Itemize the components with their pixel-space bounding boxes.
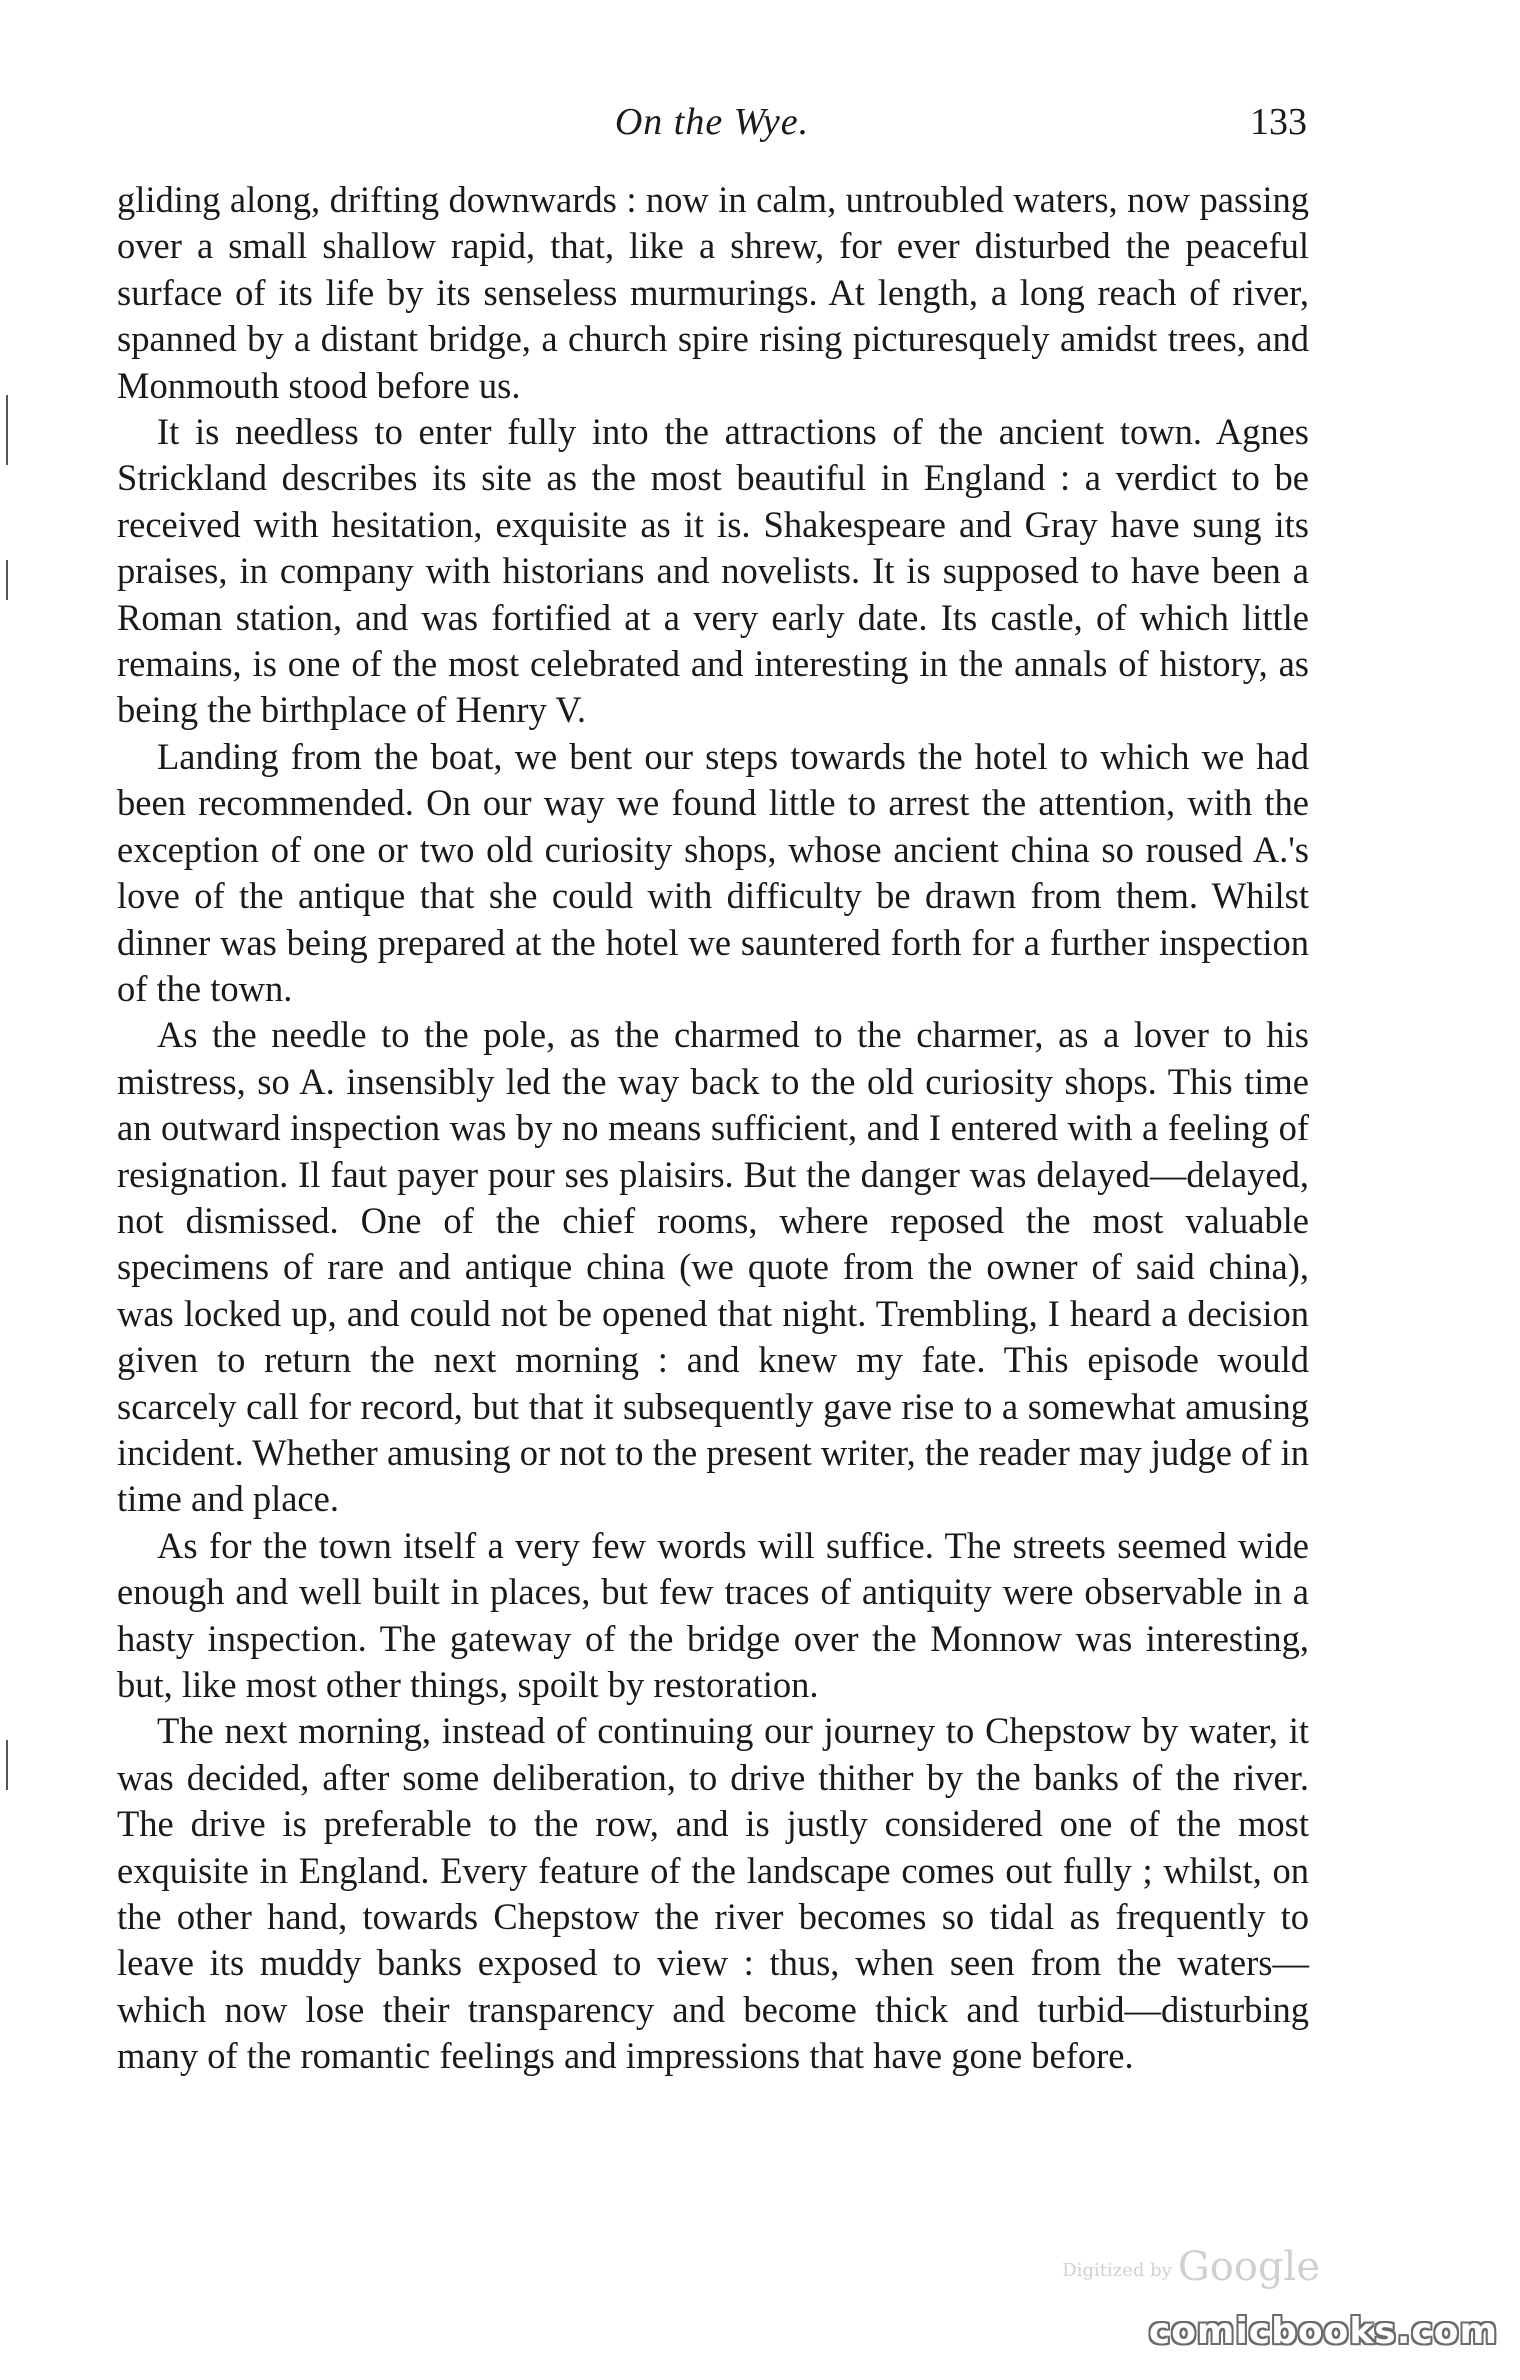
page-number: 133 [1250,101,1307,143]
digitized-brand: Google [1177,2244,1320,2290]
paragraph: The next morning, instead of continuing our journey to Chepstow by water, it was decided, after some deliberation, to drive thither by the banks of the river. The drive is preferable to the row, and is justly considered one of the most exquisite in England. Every feature of the landscape comes out fully ; whilst, on the other hand, towards Chepstow the river becomes so tidal as frequently to leave its muddy banks exposed to view : thus, when seen from the waters—which now lose their transparency and become thick and turbid—disturbing many of the romantic feelings and impressions that have gone before. [117,1710,1309,2077]
paragraph: gliding along, drifting downwards : now in calm, untroubled waters, now passing over a small shallow rapid, that, like a shrew, for ever disturbed the peaceful surface of its life by its senseless murmurings. At length, a long reach of river, spanned by a distant bridge, a church spire rising picturesquely amidst trees, and Monmouth stood before us. [117,179,1309,406]
running-head: On the Wye. [614,101,810,143]
margin-mark [6,395,8,465]
page-header [117,100,1307,160]
paragraph: Landing from the boat, we bent our steps towards the hotel to which we had been recommended. On our way we found little to arrest the attention, with the exception of one or two old curiosity shops, whose ancient china so roused A.'s love of the antique that she could with difficulty be drawn from them. Whilst dinner was being prepared at the hotel we sauntered forth for a further inspection of the town. [117,735,1309,1009]
body-text [117,177,1309,2080]
margin-mark [6,1740,8,1790]
paragraph: As for the town itself a very few words will suffice. The streets seemed wide enough and well built in places, but few traces of antiquity were observable in a hasty inspection. The gateway of the bridge over the Monnow was interesting, but, like most other things, spoilt by restoration. [117,1524,1309,1705]
digitized-prefix: Digitized by [1062,2259,1172,2281]
paragraph: It is needless to enter fully into the attractions of the ancient town. Agnes Strickland describes its site as the most beautiful in England : a verdict to be received with hesitation, exquisite as it is. Shakespeare and Gray have sung its praises, in company with historians and novelists. It is supposed to have been a Roman station, and was fortified at a very early date. Its castle, of which little remains, is one of the most celebrated and interesting in the annals of history, as being the birthplace of Henry V. [117,411,1309,731]
site-watermark: comicbooks.com [1148,2311,1498,2352]
digitized-by-mark [1062,2244,1320,2290]
margin-mark [6,560,8,600]
paragraph: As the needle to the pole, as the charmed to the charmer, as a lover to his mistress, so A. insensibly led the way back to the old curiosity shops. This time an outward inspection was by no means sufficient, and I entered with a feeling of resignation. Il faut payer pour ses plaisirs. But the danger was delayed—delayed, not dismissed. One of the chief rooms, where reposed the most valuable specimens of rare and antique china (we quote from the owner of said china), was locked up, and could not be opened that night. Trembling, I heard a decision given to return the next morning : and knew my fate. This episode would scarcely call for record, but that it subsequently gave rise to a somewhat amusing incident. Whether amusing or not to the present writer, the reader may judge of in time and place. [117,1014,1309,1520]
